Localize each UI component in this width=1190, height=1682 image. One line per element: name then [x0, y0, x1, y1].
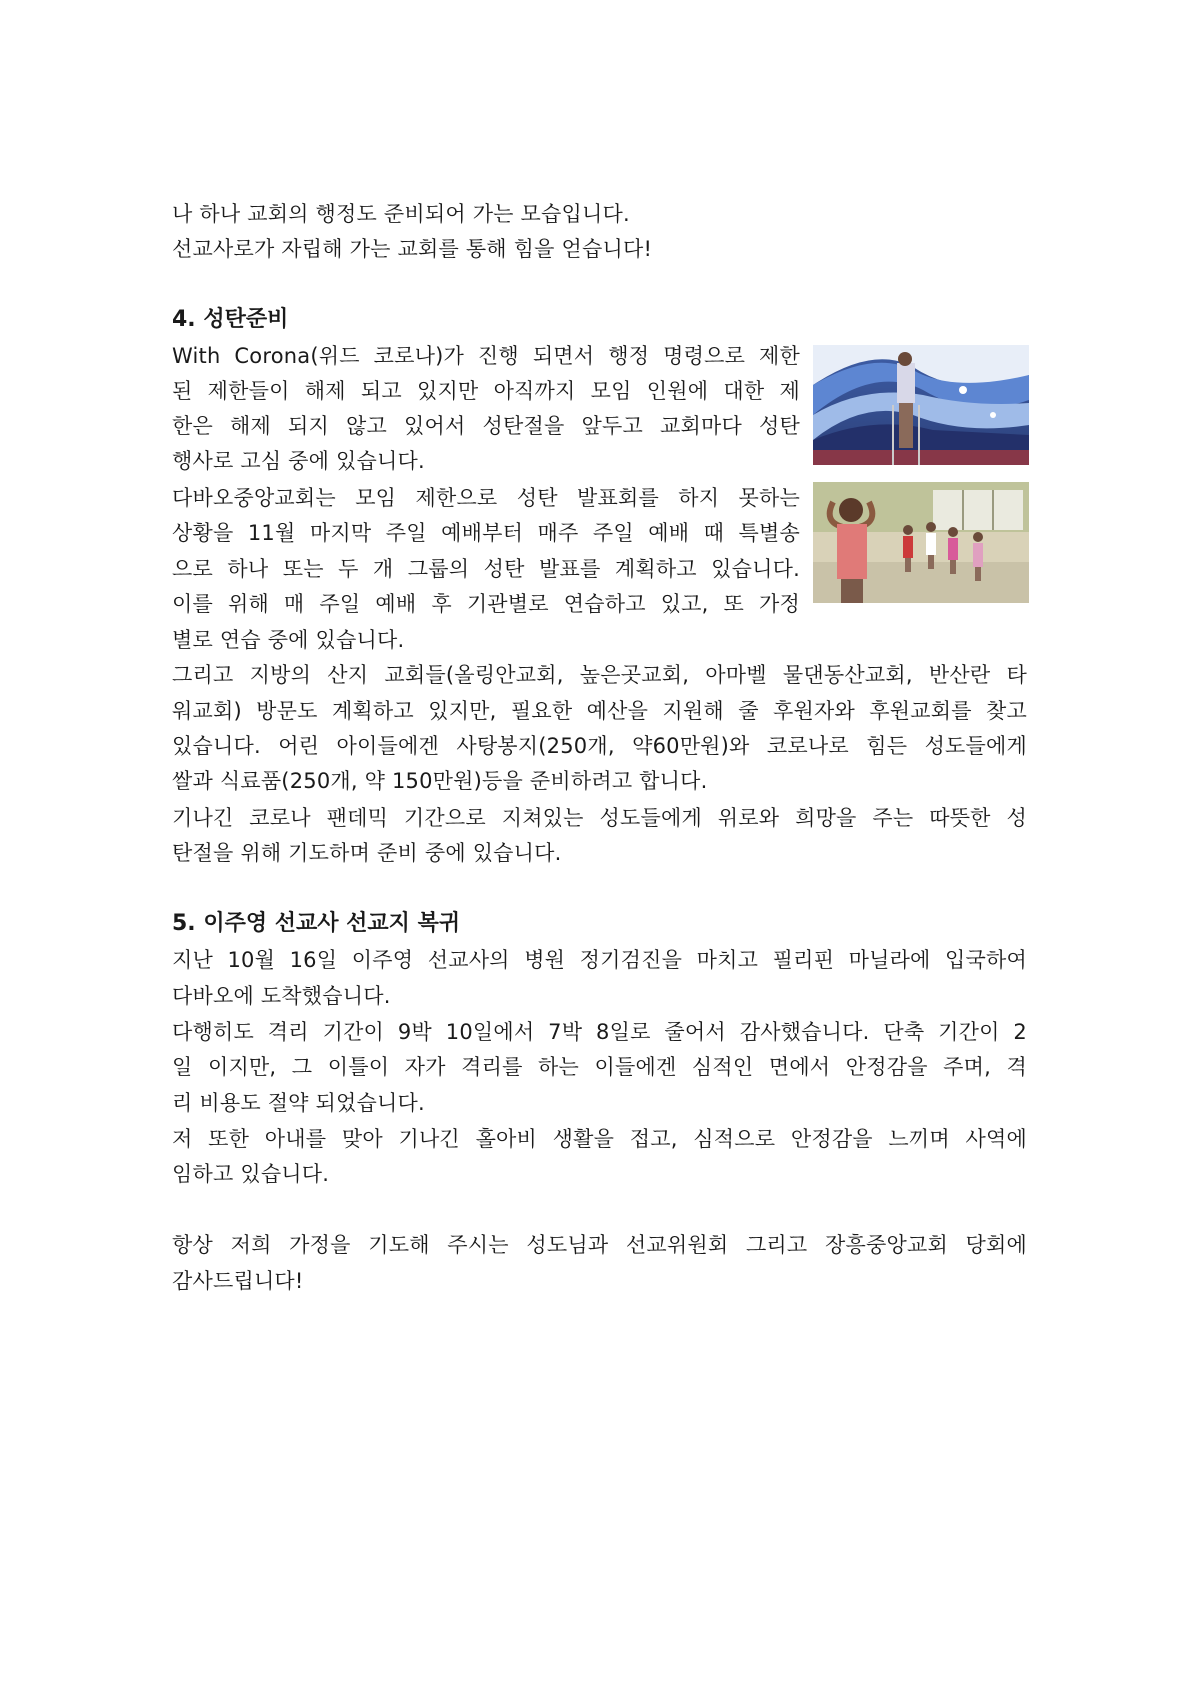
rehearsal-photo: [813, 482, 1029, 603]
paragraph-line: 지난 10월 16일 이주영 선교사의 병원 정기검진을 마치고 필리핀 마닐라에 입국하여: [172, 948, 1027, 972]
paragraph-line: 다바오중앙교회는 모임 제한으로 성탄 발표회를 하지 못하는: [172, 486, 800, 510]
section-heading: 4. 성탄준비: [172, 307, 289, 332]
paragraph-line: 저 또한 아내를 맞아 기나긴 홀아비 생활을 접고, 심적으로 안정감을 느끼며 사역에: [172, 1127, 1027, 1151]
decoration-photo: [813, 345, 1029, 465]
paragraph-line: 상황을 11월 마지막 주일 예배부터 매주 주일 예배 때 특별송: [172, 521, 800, 545]
paragraph-line: 이를 위해 매 주일 예배 후 기관별로 연습하고 있고, 또 가정: [172, 592, 800, 616]
paragraph-line: 그리고 지방의 산지 교회들(올링안교회, 높은곳교회, 아마벨 물댄동산교회, 반산란 타: [172, 663, 1027, 687]
paragraph-line: With Corona(위드 코로나)가 진행 되면서 행정 명령으로 제한: [172, 344, 800, 368]
intro-line: 선교사로가 자립해 가는 교회를 통해 힘을 얻습니다!: [172, 237, 653, 261]
paragraph-line: 으로 하나 또는 두 개 그룹의 성탄 발표를 계획하고 있습니다.: [172, 557, 800, 581]
paragraph-line: 행사로 고심 중에 있습니다.: [172, 449, 425, 473]
paragraph-line: 워교회) 방문도 계획하고 있지만, 필요한 예산을 지원해 줄 후원자와 후원교회를 찾고: [172, 699, 1027, 723]
closing-line: 항상 저희 가정을 기도해 주시는 성도님과 선교위원회 그리고 장흥중앙교회 당회에: [172, 1233, 1027, 1257]
paragraph-line: 임하고 있습니다.: [172, 1162, 330, 1186]
paragraph-line: 한은 해제 되지 않고 있어서 성탄절을 앞두고 교회마다 성탄: [172, 414, 800, 438]
paragraph-line: 있습니다. 어린 아이들에겐 사탕봉지(250개, 약60만원)와 코로나로 힘든 성도들에게: [172, 734, 1027, 758]
paragraph-line: 일 이지만, 그 이틀이 자가 격리를 하는 이들에겐 심적인 면에서 안정감을 주며, 격: [172, 1055, 1027, 1079]
paragraph-line: 탄절을 위해 기도하며 준비 중에 있습니다.: [172, 841, 562, 865]
closing-line: 감사드립니다!: [172, 1269, 304, 1293]
paragraph-line: 다행히도 격리 기간이 9박 10일에서 7박 8일로 줄어서 감사했습니다. 단축 기간이 2: [172, 1020, 1027, 1044]
paragraph-line: 리 비용도 절약 되었습니다.: [172, 1091, 425, 1115]
section-heading: 5. 이주영 선교사 선교지 복귀: [172, 911, 461, 936]
paragraph-line: 된 제한들이 해제 되고 있지만 아직까지 모임 인원에 대한 제: [172, 379, 800, 403]
paragraph-line: 다바오에 도착했습니다.: [172, 984, 391, 1008]
intro-line: 나 하나 교회의 행정도 준비되어 가는 모습입니다.: [172, 202, 630, 226]
paragraph-line: 별로 연습 중에 있습니다.: [172, 628, 405, 652]
paragraph-line: 쌀과 식료품(250개, 약 150만원)등을 준비하려고 합니다.: [172, 769, 708, 793]
paragraph-line: 기나긴 코로나 팬데믹 기간으로 지쳐있는 성도들에게 위로와 희망을 주는 따뜻한 성: [172, 806, 1027, 830]
